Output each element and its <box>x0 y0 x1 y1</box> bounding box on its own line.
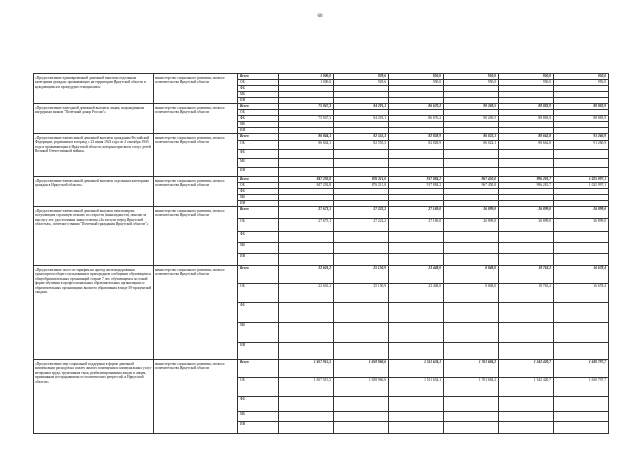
responsible-executor: министерство социального развития, опеки и попечительства Иркутской области <box>154 134 238 177</box>
amount-cell: 86 022,1 <box>444 141 499 150</box>
amount-cell: 26 899,0 <box>444 219 499 232</box>
responsible-executor: министерство социального развития, опеки и попечительства Иркутской области <box>154 177 238 207</box>
amount-cell: 84 291,1 <box>334 116 389 122</box>
amount-cell <box>444 303 499 323</box>
amount-cell: 16 678,4 <box>554 266 609 284</box>
amount-cell: 22 601,2 <box>279 266 334 284</box>
amount-cell <box>444 254 499 266</box>
funding-source: ОБ <box>238 284 279 303</box>
amount-cell <box>334 168 389 177</box>
funding-source: ИИ <box>238 422 279 434</box>
funding-source: МБ <box>238 323 279 343</box>
funding-source: Всего <box>238 177 279 183</box>
amount-cell <box>499 412 554 422</box>
amount-cell: 26 899,0 <box>554 207 609 219</box>
amount-cell: 1 657 915,5 <box>279 360 334 378</box>
amount-cell: 1 025 997,1 <box>554 183 609 189</box>
amount-cell <box>279 422 334 434</box>
amount-cell <box>389 232 444 243</box>
amount-cell: 917 884,2 <box>389 177 444 183</box>
funding-source: МБ <box>238 243 279 254</box>
funding-source: ИИ <box>238 343 279 360</box>
funding-source: ФБ <box>238 189 279 195</box>
amount-cell: 1 025 997,1 <box>554 177 609 183</box>
amount-cell: 950,0 <box>444 80 499 86</box>
amount-cell <box>554 243 609 254</box>
amount-cell: 950,0 <box>499 74 554 80</box>
funding-source: ОБ <box>238 80 279 86</box>
amount-cell <box>499 343 554 360</box>
amount-cell <box>279 343 334 360</box>
amount-cell: 16 678,4 <box>554 284 609 303</box>
amount-cell: 23 448,0 <box>389 284 444 303</box>
amount-cell <box>334 422 389 434</box>
amount-cell: 86 670,2 <box>389 116 444 122</box>
amount-cell: 82 828,9 <box>389 141 444 150</box>
amount-cell: 26 899,0 <box>499 207 554 219</box>
funding-source: ОБ <box>238 141 279 150</box>
measure-name: «Предоставление льгот по тарифам на проезд железнодорожным транспортом общего пользования в пригородном сообщении обучающимся общеобразовательных организаций старше 7 лет, обучающимся по очной форме обучения в профессиональных образовательных организациях и образовательных организациях высшего образования в виде 50-процентной скидки» <box>34 266 154 360</box>
funding-source: Всего <box>238 104 279 110</box>
amount-cell: 82 828,9 <box>389 134 444 141</box>
funding-source: ФБ <box>238 116 279 122</box>
amount-cell <box>499 303 554 323</box>
amount-cell <box>279 243 334 254</box>
amount-cell: 91 260,9 <box>554 141 609 150</box>
amount-cell: 847 292,8 <box>279 183 334 189</box>
measure-name: «Предоставление ежемесячной денежной выплаты отдельным категориям граждан в Иркутской области» <box>34 177 154 207</box>
funding-source: ИИ <box>238 128 279 134</box>
amount-cell <box>444 232 499 243</box>
amount-cell: 90 269,5 <box>444 104 499 110</box>
amount-cell <box>499 150 554 159</box>
funding-source: МБ <box>238 412 279 422</box>
amount-cell <box>334 159 389 168</box>
amount-cell <box>444 168 499 177</box>
amount-cell <box>554 168 609 177</box>
amount-cell: 996 281,7 <box>499 183 554 189</box>
amount-cell <box>389 254 444 266</box>
amount-cell <box>389 323 444 343</box>
funding-source: ФБ <box>238 232 279 243</box>
amount-cell <box>389 412 444 422</box>
measure-name: «Предоставление мер социальной поддержки в форме денежной компенсации расходов на оплату жилого помещения и коммунальных услуг ветеранам труда, труженикам тыла, реабилитированным лицам и лицам, признанным пострадавшими от политических репрессий, в Иркутской области» <box>34 360 154 434</box>
amount-cell <box>334 397 389 412</box>
amount-cell: 26 899,0 <box>444 207 499 219</box>
amount-cell: 88 883,9 <box>499 104 554 110</box>
amount-cell: 8 848,0 <box>444 284 499 303</box>
amount-cell <box>444 150 499 159</box>
amount-cell <box>499 254 554 266</box>
amount-cell: 18 763,2 <box>499 266 554 284</box>
amount-cell <box>499 232 554 243</box>
amount-cell: 88 883,9 <box>554 116 609 122</box>
amount-cell <box>334 150 389 159</box>
funding-source: ИИ <box>238 254 279 266</box>
amount-cell: 90 269,5 <box>444 116 499 122</box>
amount-cell: 1 542 420,7 <box>499 360 554 378</box>
amount-cell: 967 450,0 <box>444 183 499 189</box>
table-row <box>34 266 609 284</box>
amount-cell: 26 899,0 <box>499 219 554 232</box>
amount-cell <box>444 159 499 168</box>
amount-cell: 82 555,3 <box>334 141 389 150</box>
amount-cell <box>554 412 609 422</box>
amount-cell <box>554 254 609 266</box>
funding-source: ИИ <box>238 168 279 177</box>
measure-name: «Предоставление ежегодной денежной выплаты лицам, награжденным нагрудным знаком "Почетный донор России"» <box>34 104 154 134</box>
funding-source: МБ <box>238 122 279 128</box>
amount-cell: 86 844,1 <box>279 134 334 141</box>
amount-cell: 876 211,0 <box>334 183 389 189</box>
amount-cell: 950,0 <box>554 74 609 80</box>
funding-source: МБ <box>238 159 279 168</box>
amount-cell <box>499 159 554 168</box>
amount-cell: 86 670,2 <box>389 104 444 110</box>
amount-cell: 1 511 634,1 <box>389 360 444 378</box>
amount-cell: 8 848,0 <box>444 266 499 284</box>
amount-cell: 27 673,1 <box>279 219 334 232</box>
measure-name: «Предоставление ежемесячной денежной выплаты гражданам Российской Федерации, родившимся в период с 23 июня 1923 года по 2 сентября 1945 года и проживающим в Иркутской области, которым присвоен статус детей Великой Отечественной войны» <box>34 134 154 177</box>
funding-source: Всего <box>238 74 279 80</box>
amount-cell: 950,0 <box>389 74 444 80</box>
amount-cell <box>554 159 609 168</box>
funding-source: ФБ <box>238 303 279 323</box>
amount-cell <box>389 168 444 177</box>
amount-cell <box>279 232 334 243</box>
funding-table <box>33 73 609 434</box>
amount-cell: 88 662,8 <box>499 134 554 141</box>
amount-cell <box>444 323 499 343</box>
amount-cell <box>389 159 444 168</box>
responsible-executor: министерство социального развития, опеки и попечительства Иркутской области <box>154 360 238 434</box>
amount-cell: 82 555,3 <box>334 134 389 141</box>
amount-cell: 88 662,8 <box>499 141 554 150</box>
funding-source: МБ <box>238 92 279 98</box>
funding-source: ОБ <box>238 183 279 189</box>
amount-cell: 1 658 960,6 <box>334 360 389 378</box>
funding-source: ФБ <box>238 150 279 159</box>
responsible-executor: министерство социального развития, опеки и попечительства Иркутской области <box>154 74 238 104</box>
amount-cell <box>389 397 444 412</box>
funding-source: Всего <box>238 360 279 378</box>
amount-cell: 996 281,7 <box>499 177 554 183</box>
amount-cell: 27 673,1 <box>279 207 334 219</box>
amount-cell: 1 658 960,6 <box>334 378 389 397</box>
funding-source: ОБ <box>238 378 279 397</box>
amount-cell <box>499 397 554 412</box>
amount-cell: 929,6 <box>334 74 389 80</box>
amount-cell <box>334 412 389 422</box>
amount-cell <box>334 254 389 266</box>
amount-cell: 917 884,2 <box>389 183 444 189</box>
amount-cell <box>554 323 609 343</box>
amount-cell <box>279 323 334 343</box>
amount-cell <box>389 422 444 434</box>
amount-cell <box>279 150 334 159</box>
funding-source: ФБ <box>238 86 279 92</box>
amount-cell <box>389 343 444 360</box>
amount-cell: 18 763,2 <box>499 284 554 303</box>
amount-cell: 1 657 915,5 <box>279 378 334 397</box>
table-row <box>34 134 609 141</box>
amount-cell: 1 000,0 <box>279 74 334 80</box>
amount-cell <box>279 303 334 323</box>
amount-cell <box>444 422 499 434</box>
responsible-executor: министерство социального развития, опеки и попечительства Иркутской области <box>154 104 238 134</box>
amount-cell: 950,0 <box>444 74 499 80</box>
page-number: 60 <box>317 14 323 19</box>
measure-name: «Предоставление ежемесячной денежной выплаты пенсионерам, получающим страховую пенсию по старости (инвалидности), пенсию за выслугу лет, удостоенным знака отличия «За заслуги перед Иркутской областью», почетного звания "Почетный гражданин Иркутской области"» <box>34 207 154 266</box>
amount-cell <box>444 412 499 422</box>
amount-cell <box>389 243 444 254</box>
amount-cell: 75 947,3 <box>279 116 334 122</box>
amount-cell <box>554 422 609 434</box>
amount-cell <box>444 343 499 360</box>
funding-source: ОБ <box>238 219 279 232</box>
amount-cell <box>334 232 389 243</box>
amount-cell <box>554 150 609 159</box>
amount-cell: 91 260,9 <box>554 134 609 141</box>
responsible-executor: министерство социального развития, опеки и попечительства Иркутской области <box>154 266 238 360</box>
amount-cell <box>334 323 389 343</box>
amount-cell: 1 761 684,2 <box>444 360 499 378</box>
amount-cell: 27 222,2 <box>334 207 389 219</box>
amount-cell: 27 222,2 <box>334 219 389 232</box>
amount-cell: 88 883,9 <box>499 116 554 122</box>
amount-cell <box>279 412 334 422</box>
amount-cell: 1 630 797,7 <box>554 360 609 378</box>
amount-cell: 1 511 634,1 <box>389 378 444 397</box>
amount-cell: 950,0 <box>554 80 609 86</box>
amount-cell <box>554 232 609 243</box>
amount-cell: 950,0 <box>499 80 554 86</box>
amount-cell: 876 211,0 <box>334 177 389 183</box>
amount-cell <box>554 343 609 360</box>
amount-cell <box>279 397 334 412</box>
amount-cell: 1 000,0 <box>279 80 334 86</box>
amount-cell <box>334 343 389 360</box>
funding-source: ФБ <box>238 397 279 412</box>
amount-cell: 967 450,0 <box>444 177 499 183</box>
amount-cell: 22 601,2 <box>279 284 334 303</box>
amount-cell <box>279 168 334 177</box>
table-row <box>34 360 609 378</box>
amount-cell: 1 761 684,2 <box>444 378 499 397</box>
amount-cell <box>554 303 609 323</box>
responsible-executor: министерство социального развития, опеки и попечительства Иркутской области <box>154 207 238 266</box>
amount-cell: 27 169,0 <box>389 219 444 232</box>
amount-cell: 86 022,1 <box>444 134 499 141</box>
amount-cell <box>389 150 444 159</box>
funding-source: ИИ <box>238 98 279 104</box>
amount-cell <box>554 397 609 412</box>
table-row <box>34 207 609 219</box>
table-body <box>34 74 609 434</box>
amount-cell: 27 169,0 <box>389 207 444 219</box>
amount-cell <box>499 243 554 254</box>
funding-source: Всего <box>238 266 279 284</box>
amount-cell <box>444 243 499 254</box>
amount-cell: 1 542 420,7 <box>499 378 554 397</box>
amount-cell <box>279 159 334 168</box>
funding-source: ОБ <box>238 110 279 116</box>
amount-cell <box>499 323 554 343</box>
amount-cell: 75 947,3 <box>279 104 334 110</box>
amount-cell: 929,6 <box>334 80 389 86</box>
amount-cell: 1 630 797,7 <box>554 378 609 397</box>
amount-cell: 84 291,1 <box>334 104 389 110</box>
amount-cell <box>334 303 389 323</box>
amount-cell: 950,0 <box>389 80 444 86</box>
funding-source: Всего <box>238 207 279 219</box>
funding-source: Всего <box>238 134 279 141</box>
amount-cell: 26 899,0 <box>554 219 609 232</box>
amount-cell <box>334 243 389 254</box>
amount-cell <box>499 168 554 177</box>
amount-cell: 847 292,8 <box>279 177 334 183</box>
measure-name: «Предоставление единовременной денежной выплаты отдельным категориям граждан, проживающих на территории Иркутской области и нуждающимся в процедурах гемодиализа» <box>34 74 154 104</box>
amount-cell: 23 448,0 <box>389 266 444 284</box>
amount-cell: 88 883,9 <box>554 104 609 110</box>
amount-cell <box>279 254 334 266</box>
funding-source: МБ <box>238 195 279 201</box>
amount-cell <box>499 422 554 434</box>
amount-cell <box>444 397 499 412</box>
amount-cell: 86 844,1 <box>279 141 334 150</box>
amount-cell <box>389 303 444 323</box>
funding-source: ИИ <box>238 201 279 207</box>
amount-cell: 25 150,9 <box>334 266 389 284</box>
amount-cell: 25 150,9 <box>334 284 389 303</box>
